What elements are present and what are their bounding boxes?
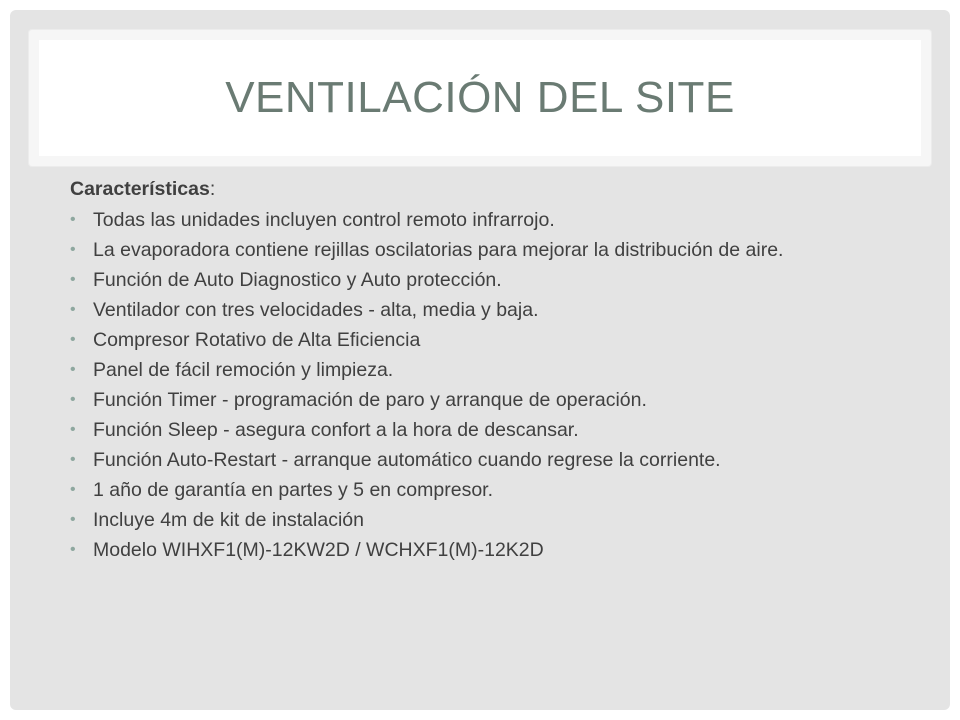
bullet-icon: • xyxy=(70,301,76,318)
list-item-text: Modelo WIHXF1(M)-12KW2D / WCHXF1(M)-12K2D xyxy=(93,539,544,561)
bullet-icon: • xyxy=(70,511,76,528)
list-item xyxy=(70,479,912,501)
list-item xyxy=(70,449,912,471)
list-item-text: Panel de fácil remoción y limpieza. xyxy=(93,359,394,381)
list-item xyxy=(70,389,912,411)
list-item-text: Función Timer - programación de paro y arranque de operación. xyxy=(93,389,647,411)
list-item xyxy=(70,539,912,561)
bullet-icon: • xyxy=(70,541,76,558)
list-item xyxy=(70,419,912,441)
list-item xyxy=(70,209,912,231)
list-item-text: Incluye 4m de kit de instalación xyxy=(93,509,364,531)
list-item-text: La evaporadora contiene rejillas oscilatorias para mejorar la distribución de aire. xyxy=(93,239,784,261)
bullet-icon: • xyxy=(70,481,76,498)
bullet-icon: • xyxy=(70,331,76,348)
heading-label: Características xyxy=(70,178,210,200)
list-item-text: Función Sleep - asegura confort a la hora de descansar. xyxy=(93,419,579,441)
list-item-text: Función Auto-Restart - arranque automático cuando regrese la corriente. xyxy=(93,449,721,471)
list-item xyxy=(70,299,912,321)
bullet-icon: • xyxy=(70,421,76,438)
bullet-icon: • xyxy=(70,451,76,468)
slide xyxy=(10,10,950,710)
title-box xyxy=(39,40,921,156)
section-heading xyxy=(70,178,912,200)
list-item-text: Compresor Rotativo de Alta Eficiencia xyxy=(93,329,421,351)
content-body xyxy=(70,178,912,569)
list-item-text: 1 año de garantía en partes y 5 en compresor. xyxy=(93,479,494,501)
list-item-text: Todas las unidades incluyen control remoto infrarrojo. xyxy=(93,209,555,231)
heading-colon: : xyxy=(209,178,216,200)
bullet-icon: • xyxy=(70,241,76,258)
bullet-icon: • xyxy=(70,271,76,288)
list-item xyxy=(70,239,912,261)
title-band xyxy=(29,30,931,166)
list-item xyxy=(70,359,912,381)
list-item-text: Función de Auto Diagnostico y Auto protección. xyxy=(93,269,502,291)
bullet-icon: • xyxy=(70,391,76,408)
list-item xyxy=(70,509,912,531)
bullet-icon: • xyxy=(70,361,76,378)
bullet-icon: • xyxy=(70,211,76,228)
slide-title: VENTILACIÓN DEL SITE xyxy=(225,73,735,122)
list-item xyxy=(70,269,912,291)
list-item-text: Ventilador con tres velocidades - alta, media y baja. xyxy=(93,299,539,321)
feature-list xyxy=(70,209,912,561)
list-item xyxy=(70,329,912,351)
